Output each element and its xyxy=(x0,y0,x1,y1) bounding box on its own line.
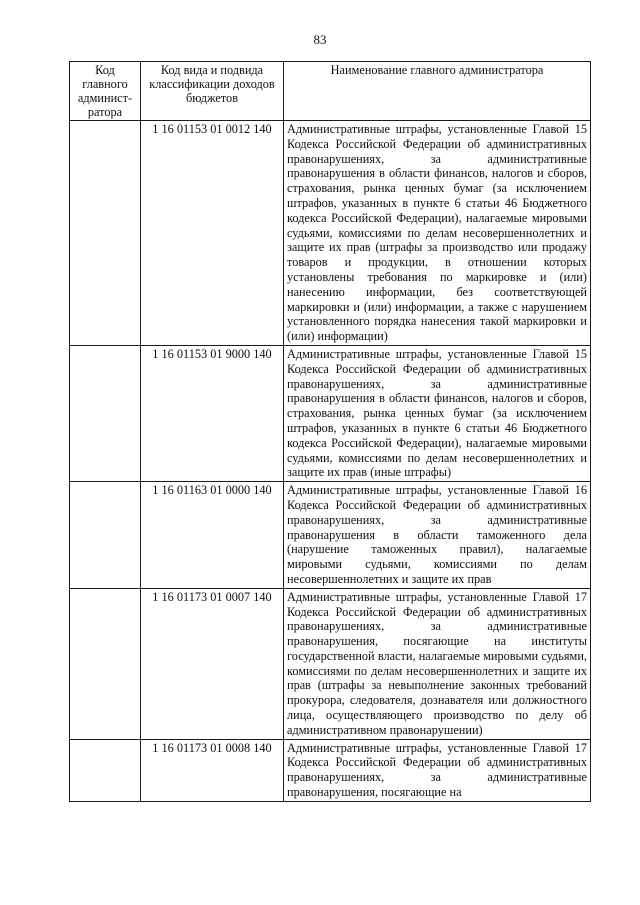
admin-code-cell xyxy=(70,588,141,739)
table-row xyxy=(70,588,591,739)
table-row xyxy=(70,345,591,481)
page-number: 83 xyxy=(313,32,327,47)
classification-code-cell: 1 16 01153 01 0012 140 xyxy=(141,121,284,346)
table-header-row xyxy=(70,62,591,121)
admin-name-cell: Административные штрафы, установленные Главой 15 Кодекса Российской Федерации об административных правонарушениях, за административные правонарушения в области финансов, налогов и сборов, страхования, рынка ценных бумаг (за исключением штрафов, указанных в пункте 6 статьи 46 Бюджетного кодекса Российской Федерации), налагаемые мировыми судьями, комиссиями по делам несовершеннолетних и защите их прав (штрафы за производство или продажу товаров и продукции, в отношении которых установлены требования по маркировке и (или) нанесению информации, без соответствующей маркировки и (или) информации, а также с нарушением установленного порядка нанесения такой маркировки и (или) информации) xyxy=(284,121,591,346)
classification-code-cell: 1 16 01173 01 0007 140 xyxy=(141,588,284,739)
admin-name-cell: Административные штрафы, установленные Главой 17 Кодекса Российской Федерации об административных правонарушениях, за административные правонарушения, посягающие на xyxy=(284,739,591,801)
classification-code-cell: 1 16 01153 01 9000 140 xyxy=(141,345,284,481)
admin-name-cell: Административные штрафы, установленные Главой 16 Кодекса Российской Федерации об административных правонарушениях, за административные правонарушения в области таможенного дела (нарушение таможенных правил), налагаемые мировыми судьями, комиссиями по делам несовершеннолетних и защите их прав xyxy=(284,482,591,589)
admin-code-cell xyxy=(70,121,141,346)
admin-name-cell: Административные штрафы, установленные Главой 17 Кодекса Российской Федерации об административных правонарушениях, за административные правонарушения, посягающие на институты государственной власти, налагаемые мировыми судьями, комиссиями по делам несовершеннолетних и защите их прав (штрафы за невыполнение законных требований прокурора, следователя, дознавателя или должностного лица, осуществляющего производство по делу об административном правонарушении) xyxy=(284,588,591,739)
admin-code-cell xyxy=(70,345,141,481)
admin-code-cell xyxy=(70,739,141,801)
revenue-classification-table xyxy=(69,61,591,802)
admin-code-cell xyxy=(70,482,141,589)
table-row xyxy=(70,739,591,801)
header-admin-code: Код главного админист-ратора xyxy=(70,62,141,121)
classification-code-cell: 1 16 01163 01 0000 140 xyxy=(141,482,284,589)
admin-name-cell: Административные штрафы, установленные Главой 15 Кодекса Российской Федерации об административных правонарушениях, за административные правонарушения в области финансов, налогов и сборов, страхования, рынка ценных бумаг (за исключением штрафов, указанных в пункте 6 статьи 46 Бюджетного кодекса Российской Федерации), налагаемые мировыми судьями, комиссиями по делам несовершеннолетних и защите их прав (иные штрафы) xyxy=(284,345,591,481)
header-admin-name: Наименование главного администратора xyxy=(284,62,591,121)
header-classification-code: Код вида и подвида классификации доходов бюджетов xyxy=(141,62,284,121)
table-row xyxy=(70,482,591,589)
table-row xyxy=(70,121,591,346)
classification-code-cell: 1 16 01173 01 0008 140 xyxy=(141,739,284,801)
